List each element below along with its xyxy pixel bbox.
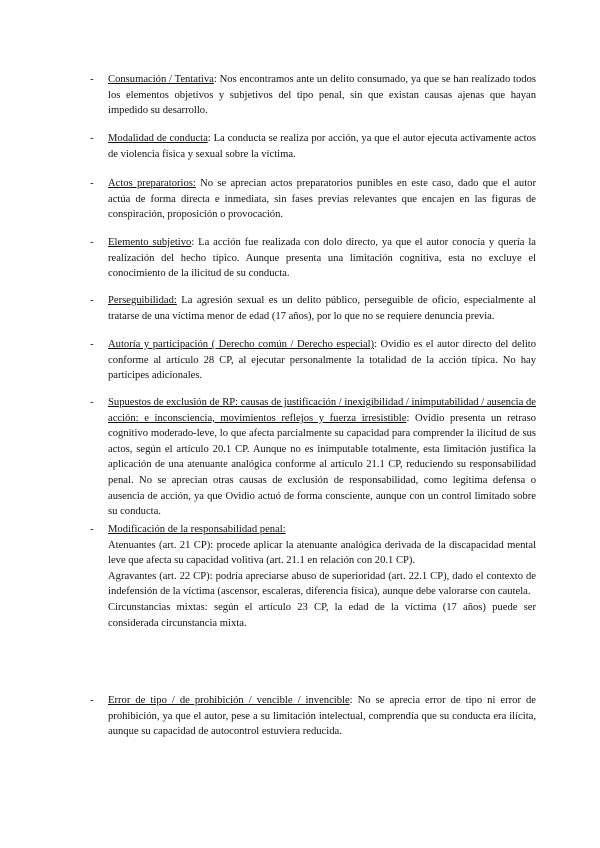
section-body: [108, 337, 536, 384]
section-text: : No se aprecia error de tipo ni error de prohibición, ya que el autor, pese a su limitación intelectual, comprendía que su conducta era ilícita, aunque su capacidad de autocontrol estuviera reducida.: [108, 695, 537, 738]
section-elemento-subjetivo: [90, 235, 536, 282]
bullet-dash: -: [90, 524, 94, 535]
section-text: : Nos encontramos ante un delito consumado, ya que se han realizado todos los elementos objetivos y subjetivos del tipo penal, sin que existan causas ajenas que hayan impedido su desarrollo.: [108, 74, 537, 117]
section-label: Consumación / Tentativa: [108, 74, 214, 85]
circunstancias-mixtas-paragraph: Circunstancias mixtas: según el artículo 23 CP, la edad de la víctima (17 años) puede ser considerada circunstancia mixta.: [108, 601, 536, 629]
section-autoria: [90, 337, 536, 384]
section-body: [108, 395, 536, 520]
section-label: Perseguibilidad:: [108, 295, 177, 306]
bullet-dash: -: [90, 178, 94, 189]
section-modificacion-responsabilidad: [90, 522, 536, 631]
bullet-dash: -: [90, 695, 94, 706]
section-body: [108, 131, 536, 162]
bullet-dash: -: [90, 295, 94, 306]
section-label: Error de tipo / de prohibición / vencible / invencible: [108, 695, 350, 706]
section-body: [108, 522, 536, 631]
section-text: : Ovidio es el autor directo del delito conforme al artículo 28 CP, al ejecutar personalmente la totalidad de la acción típica. No hay partícipes adicionales.: [108, 339, 536, 382]
section-text: La agresión sexual es un delito público, perseguible de oficio, especialmente al tratarse de una víctima menor de edad (17 años), por lo que no se requiere denuncia previa.: [108, 295, 536, 322]
section-label: Supuestos de exclusión de RP: causas de justificación / inexigibilidad / inimputabilidad / ausencia de acción: e inconsciencia, movimientos reflejos y fuerza irresistible: [108, 397, 536, 424]
section-body: [108, 693, 536, 740]
section-label: Elemento subjetivo: [108, 237, 192, 248]
section-error-tipo: [90, 693, 536, 740]
section-label: Autoría y participación ( Derecho común / Derecho especial): [108, 339, 375, 350]
section-label: Modalidad de conducta: [108, 133, 208, 144]
section-label: Actos preparatorios:: [108, 178, 196, 189]
bullet-dash: -: [90, 397, 94, 408]
section-actos-preparatorios: [90, 176, 536, 223]
section-body: [108, 293, 536, 324]
section-body: [108, 235, 536, 282]
section-text: No se aprecian actos preparatorios punibles en este caso, dado que el autor actúa de forma directa e inmediata, sin fases previas relevantes que encajen en las figuras de conspiración, proposición o provocación.: [108, 178, 536, 221]
section-text: : La acción fue realizada con dolo directo, ya que el autor conocía y quería la realización del hecho típico. Aunque presenta una limitación cognitiva, esta no excluye el conocimiento de la ilicitud de su conducta.: [108, 237, 537, 280]
section-body: [108, 176, 536, 223]
section-text: : La conducta se realiza por acción, ya que el autor ejecuta activamente actos de violencia física y sexual sobre la víctima.: [108, 133, 536, 160]
section-perseguibilidad: [90, 293, 536, 324]
section-label: Modificación de la responsabilidad penal:: [108, 524, 286, 535]
agravantes-paragraph: Agravantes (art. 22 CP): podría apreciarse abuso de superioridad (art. 22.1 CP), dado el contexto de indefensión de la víctima (ascensor, escaleras, diferencia física), aunque debe valorarse con cautela.: [108, 570, 536, 598]
section-body: [108, 72, 536, 119]
section-supuestos-exclusion: [90, 395, 536, 520]
bullet-dash: -: [90, 74, 94, 85]
section-text: : Ovidio presenta un retraso cognitivo moderado-leve, lo que afecta parcialmente su capacidad para comprender la ilicitud de sus actos, según el artículo 20.1 CP. Aunque no es inimputable totalmente, esta limitación justifica la aplicación de una atenuante analógica conforme al artículo 21.1 CP, reduciendo su responsabilidad penal. No se aprecian otras causas de exclusión de responsabilidad, como legítima defensa o ausencia de acción, ya que Ovidio actuó de forma consciente, aunque con un control limitado sobre su conducta.: [108, 412, 536, 518]
bullet-dash: -: [90, 133, 94, 144]
atenuantes-paragraph: Atenuantes (art. 21 CP): procede aplicar la atenuante analógica derivada de la discapacidad mental leve que afecta su capacidad volitiva (art. 21.1 en relación con 20.1 CP).: [108, 539, 536, 567]
bullet-dash: -: [90, 237, 94, 248]
bullet-dash: -: [90, 339, 94, 350]
section-consumacion: [90, 72, 536, 119]
section-modalidad: [90, 131, 536, 162]
